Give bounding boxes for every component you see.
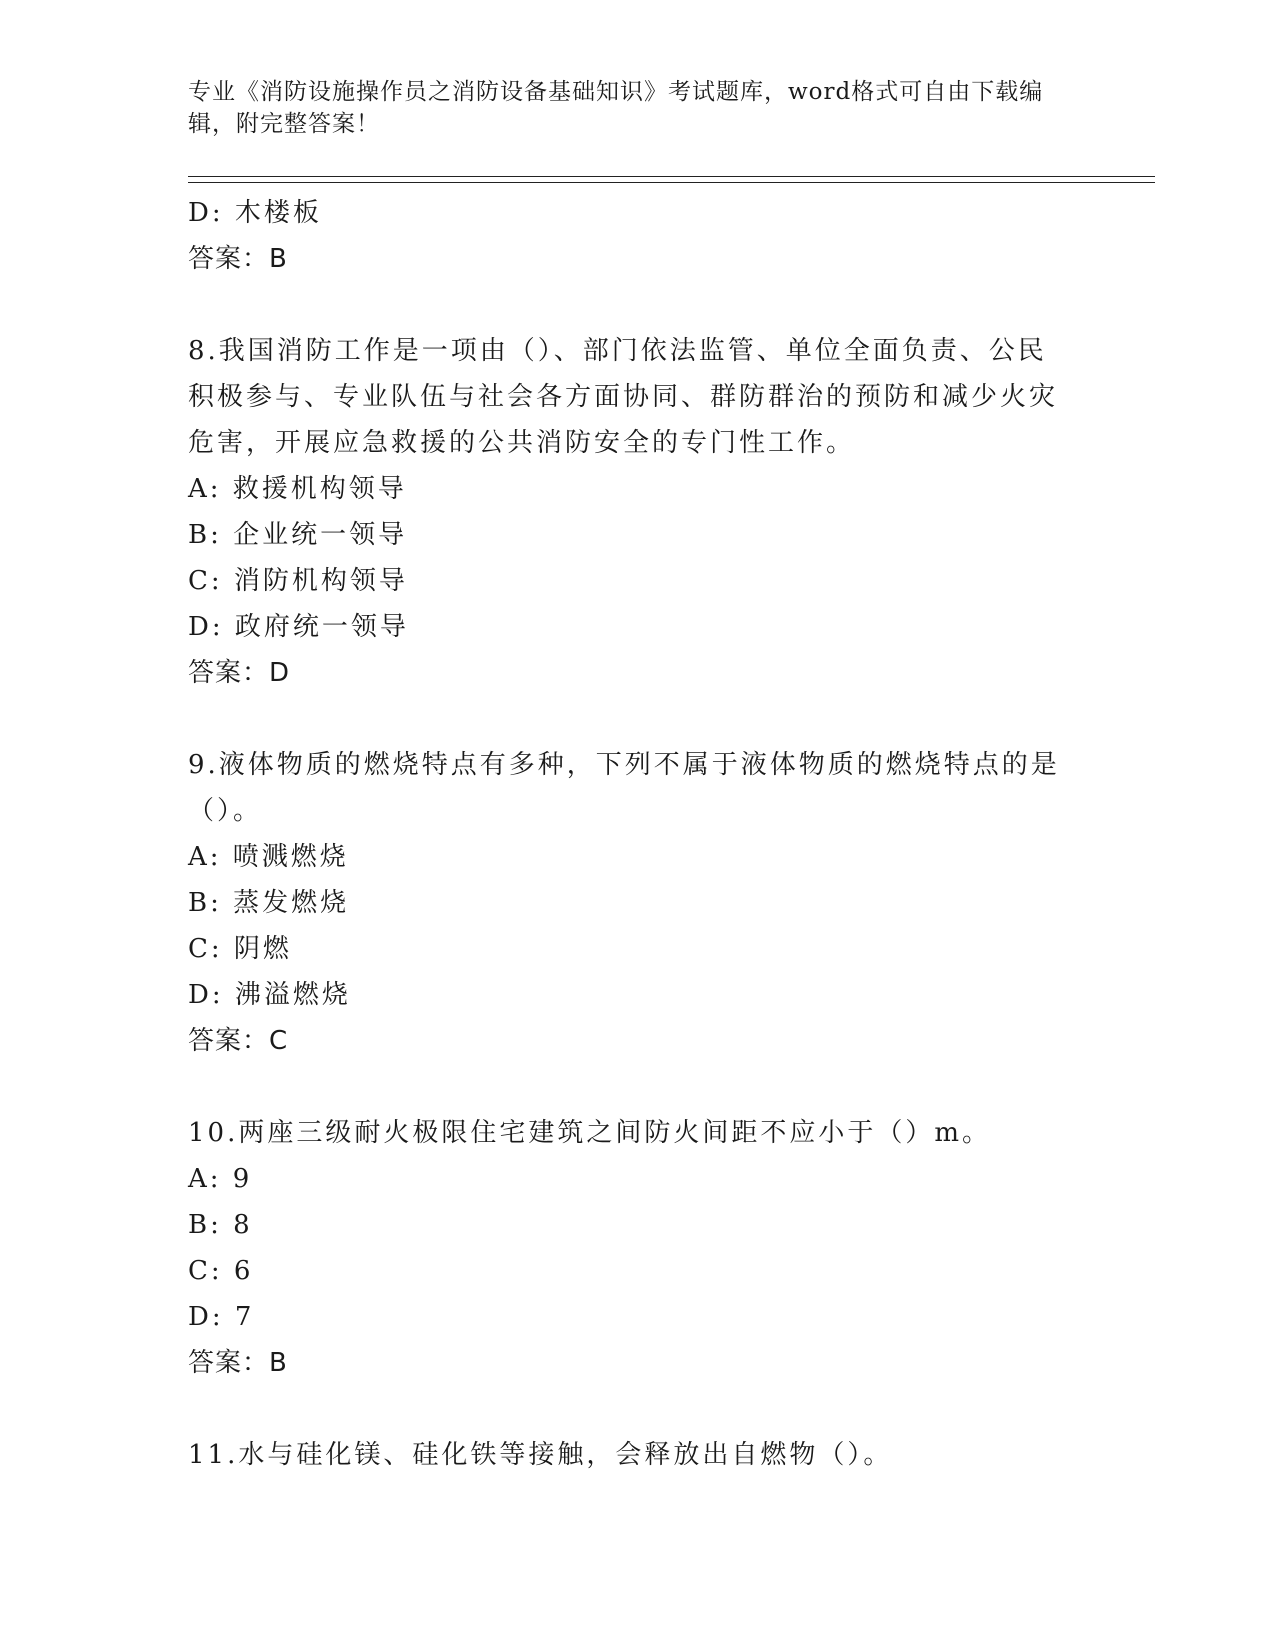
question-9-option-a: A: 喷溅燃烧 [188, 842, 349, 872]
question-11-line-1: 11.水与硅化镁、硅化铁等接触，会释放出自燃物（）。 [188, 1440, 893, 1470]
prev-option-d: D: 木楼板 [188, 198, 322, 228]
prev-answer: 答案：B [188, 244, 288, 274]
header-divider-top [188, 176, 1155, 177]
spacer [188, 1386, 1088, 1432]
question-10-answer: 答案：B [188, 1348, 288, 1378]
question-8-option-d: D: 政府统一领导 [188, 612, 409, 642]
question-9-line-1: 9.液体物质的燃烧特点有多种，下列不属于液体物质的燃烧特点的是 [188, 750, 1060, 780]
spacer [188, 1064, 1088, 1110]
question-content [188, 190, 1088, 1478]
page-header [188, 76, 1078, 140]
question-8-option-c: C: 消防机构领导 [188, 566, 408, 596]
question-10 [188, 1110, 1088, 1386]
question-9-line-2: （）。 [188, 796, 263, 826]
question-8-option-a: A: 救援机构领导 [188, 474, 407, 504]
question-10-option-d: D: 7 [188, 1302, 255, 1332]
spacer [188, 282, 1088, 328]
question-9-option-b: B: 蒸发燃烧 [188, 888, 350, 918]
question-9 [188, 742, 1088, 1064]
question-10-option-b: B: 8 [188, 1210, 253, 1240]
question-10-line-1: 10.两座三级耐火极限住宅建筑之间防火间距不应小于（）m。 [188, 1118, 992, 1148]
question-10-option-a: A: 9 [188, 1164, 253, 1194]
header-divider-bottom [188, 182, 1155, 183]
question-8-line-3: 危害，开展应急救援的公共消防安全的专门性工作。 [188, 428, 856, 458]
header-line-2: 辑，附完整答案！ [188, 111, 380, 137]
question-9-answer: 答案：C [188, 1026, 289, 1056]
question-8-line-2: 积极参与、专业队伍与社会各方面协同、群防群治的预防和减少火灾 [188, 382, 1059, 412]
question-8-line-1: 8.我国消防工作是一项由（）、部门依法监管、单位全面负责、公民 [188, 336, 1047, 366]
question-8-answer: 答案：D [188, 658, 291, 688]
question-9-option-c: C: 阴燃 [188, 934, 292, 964]
spacer [188, 696, 1088, 742]
question-8-option-b: B: 企业统一领导 [188, 520, 408, 550]
question-10-option-c: C: 6 [188, 1256, 254, 1286]
header-line-1: 专业《消防设施操作员之消防设备基础知识》考试题库，word格式可自由下载编 [188, 79, 1044, 105]
question-9-option-d: D: 沸溢燃烧 [188, 980, 351, 1010]
question-8 [188, 328, 1088, 696]
question-11 [188, 1432, 1088, 1478]
